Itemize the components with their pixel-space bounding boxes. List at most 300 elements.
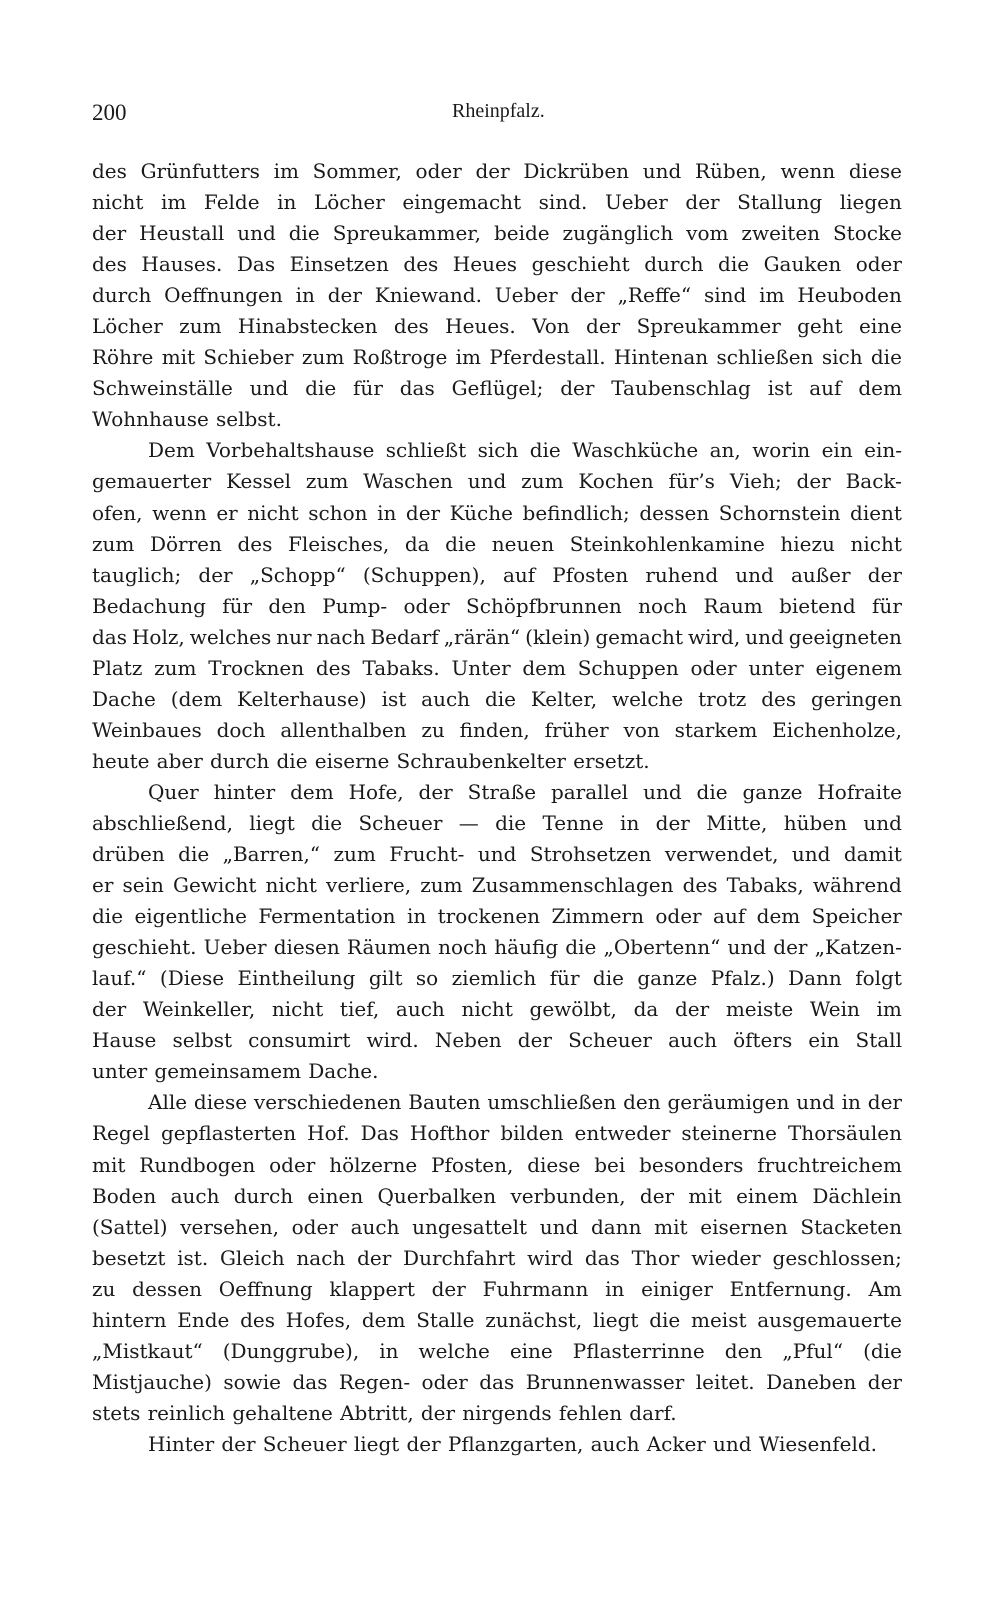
word: und [745, 624, 784, 649]
word: und [642, 159, 682, 183]
word: selbst. [215, 407, 282, 432]
word: Fleisches, [287, 531, 390, 556]
word: des [682, 873, 718, 898]
word: Grünfutters [140, 159, 260, 183]
word: Daneben [766, 1369, 857, 1394]
word: der [674, 997, 710, 1022]
word: bilden [500, 1121, 564, 1146]
word: drüben [92, 842, 165, 867]
word: eingemacht [402, 190, 522, 215]
word: zum [301, 345, 345, 370]
word: geeigneten [788, 624, 902, 649]
word: nirgends [462, 1400, 552, 1425]
word: zum [521, 469, 564, 494]
word: Boden [92, 1183, 157, 1208]
word: eine [859, 314, 902, 339]
word: das [584, 1245, 620, 1270]
text-line [92, 622, 902, 653]
word: des [393, 314, 429, 339]
word: zu [92, 1276, 116, 1301]
word: und [643, 779, 682, 804]
word: und [249, 376, 289, 401]
word: Heuboden [797, 283, 902, 308]
word: und [796, 1090, 835, 1115]
text-line [92, 808, 902, 839]
word: abschließend, [92, 810, 233, 835]
word: zum [92, 531, 135, 556]
word: damit [843, 842, 902, 867]
word: auch [668, 1028, 717, 1053]
word: Wiesenfeld. [758, 1431, 878, 1456]
word: ungesattelt [412, 1214, 528, 1239]
word: die [311, 810, 343, 835]
word: Dem [148, 438, 195, 463]
word: gilt [368, 966, 403, 991]
word: zum [154, 655, 197, 680]
text-line [92, 715, 902, 746]
word: das [92, 624, 127, 649]
word: oder [690, 655, 737, 680]
word: Heustall [139, 221, 225, 246]
word: consumirt [248, 1028, 351, 1053]
word: fehlen [558, 1400, 623, 1425]
word: Das [236, 252, 276, 277]
text-line [92, 963, 902, 994]
word: diese [848, 159, 902, 183]
word: der [867, 1369, 902, 1394]
word: des [92, 252, 127, 277]
paragraph [92, 1429, 902, 1460]
word: auch [395, 997, 445, 1022]
word: zum [333, 842, 376, 867]
word: ganze [742, 779, 803, 804]
word: ist. [177, 1245, 209, 1270]
word: die [696, 779, 728, 804]
word: sowie [223, 1369, 282, 1394]
word: die [92, 904, 124, 929]
word: wird, [687, 624, 741, 649]
paragraph [92, 777, 902, 1087]
word: in [379, 1338, 399, 1363]
word: Waschen [363, 469, 453, 494]
word: Tabaks, [726, 873, 804, 898]
word: welche [611, 686, 684, 711]
word: die [276, 748, 308, 773]
word: in [295, 283, 315, 308]
word: sein [122, 873, 164, 898]
word: unter [92, 1059, 148, 1084]
word: liegt [592, 1307, 639, 1332]
word: gemeinsamem [154, 1059, 302, 1084]
word: Weinkeller, [142, 997, 256, 1022]
word: Ueber [203, 935, 267, 960]
word: meist [691, 1307, 747, 1332]
word: Rüben, [694, 159, 767, 183]
word: Räumen [346, 935, 431, 960]
word: ruhend [645, 562, 719, 587]
text-line [92, 746, 902, 777]
word: verliere, [326, 873, 412, 898]
word: Steinkohlenkamine [569, 531, 765, 556]
word: die [565, 935, 597, 960]
word: aber [156, 748, 203, 773]
word: wird [527, 1245, 574, 1270]
word: zweiten [741, 221, 821, 246]
word: Tabaks. [362, 655, 440, 680]
word: die [495, 810, 527, 835]
word: in [841, 1090, 861, 1115]
text-line [92, 994, 902, 1025]
text-line [92, 1056, 902, 1087]
word: hüben [783, 810, 847, 835]
word: die [178, 842, 210, 867]
word: ein [808, 1028, 840, 1053]
word: dient [850, 500, 902, 525]
word: die [484, 686, 516, 711]
word: wieder [691, 1245, 761, 1270]
word: des [761, 686, 797, 711]
text-line [92, 466, 902, 497]
word: Quer [148, 779, 199, 804]
word: in [605, 1276, 625, 1301]
word: der [867, 562, 902, 587]
word: ganze [637, 966, 698, 991]
word: öfters [733, 1028, 793, 1053]
word: Hinter [148, 1431, 215, 1456]
word: im [455, 345, 482, 370]
word: nach [316, 624, 366, 649]
word: Scheuer [568, 1028, 652, 1053]
word: Küche [449, 500, 513, 525]
text-line [92, 1243, 902, 1274]
word: Raum [703, 593, 763, 618]
word: darf. [629, 1400, 677, 1425]
word: trotz [698, 686, 747, 711]
word: (klein) [525, 624, 591, 649]
word: Taubenschlag [611, 376, 751, 401]
word: zum [179, 314, 222, 339]
word: in [277, 190, 297, 215]
text-line [92, 901, 902, 932]
word: vom [686, 221, 729, 246]
word: Eichenholze, [772, 717, 902, 742]
word: umschließen [487, 1090, 617, 1115]
word: das [399, 376, 435, 401]
word: geschieht. [92, 935, 197, 960]
word: schon [308, 500, 368, 525]
word: der [560, 376, 595, 401]
word: auch [421, 686, 471, 711]
word: durch [233, 1183, 294, 1208]
word: ausgemauerte [757, 1307, 902, 1332]
word: die [718, 252, 750, 277]
word: Regen- [338, 1369, 411, 1394]
word: Brunnenwasser [525, 1369, 685, 1394]
word: der [685, 190, 720, 215]
word: er [92, 873, 114, 898]
word: dessen [132, 1276, 203, 1301]
word: besetzt [92, 1245, 166, 1270]
word: in [620, 810, 640, 835]
word: Zimmern [551, 904, 644, 929]
word: Ueber [604, 190, 668, 215]
word: im [759, 283, 785, 308]
word: Pflasterrinne [572, 1338, 705, 1363]
word: die [529, 438, 561, 463]
text-line [92, 591, 902, 622]
word: Oeffnung [218, 1276, 313, 1301]
text-line [92, 1212, 902, 1243]
word: für [549, 966, 580, 991]
word: der [867, 1090, 902, 1115]
word: Schraubenkelter [396, 748, 566, 773]
word: auch [590, 1431, 640, 1456]
word: Dache [92, 686, 156, 711]
word: Bedarf [370, 624, 439, 649]
word: der [92, 221, 127, 246]
word: „Pful“ [782, 1338, 844, 1363]
text-line [92, 1398, 902, 1429]
word: gemauerter [92, 469, 212, 494]
word: Hofes, [285, 1307, 352, 1332]
word: — [458, 810, 479, 835]
word: bei [594, 1152, 626, 1177]
word: klappert [329, 1276, 415, 1301]
text-line [92, 498, 902, 529]
word: dem [522, 655, 566, 680]
word: (die [863, 1338, 902, 1363]
word: nicht [850, 531, 902, 556]
word: auf [502, 562, 536, 587]
word: gemacht [595, 624, 683, 649]
word: Pump- [322, 593, 388, 618]
word: Kniewand. [374, 283, 482, 308]
word: Spreukammer, [332, 221, 482, 246]
word: sich [477, 438, 519, 463]
word: oder [291, 1214, 338, 1239]
word: Hinabstecken [237, 314, 378, 339]
word: beide [493, 221, 550, 246]
text-line [92, 1025, 902, 1056]
word: Röhre [92, 345, 154, 370]
word: und [735, 562, 774, 587]
word: Unter [451, 655, 511, 680]
word: Dörren [149, 531, 222, 556]
text-line [92, 404, 902, 435]
word: Abtritt, [340, 1400, 414, 1425]
word: dem [361, 1307, 406, 1332]
word: durch [209, 748, 270, 773]
word: und [237, 221, 276, 246]
word: die [445, 531, 477, 556]
word: oder [269, 1152, 316, 1177]
word: ein- [864, 438, 902, 463]
word: häufig [494, 935, 559, 960]
word: Heues. [445, 314, 516, 339]
word: nach [296, 1245, 346, 1270]
word: allenthalben [280, 717, 407, 742]
word: eigenem [815, 655, 902, 680]
text-line [92, 777, 902, 808]
word: starkem [674, 717, 758, 742]
word: Kelterhause) [237, 686, 367, 711]
word: mit [688, 1183, 722, 1208]
text-line [92, 1118, 902, 1149]
word: des [403, 252, 439, 277]
text-line [92, 684, 902, 715]
word: liegt [249, 810, 295, 835]
word: nicht [461, 997, 513, 1022]
word: mit [161, 345, 196, 370]
page-number: 200 [92, 100, 127, 125]
word: und [477, 842, 517, 867]
word: geschlossen; [772, 1245, 902, 1270]
word: auch [170, 1183, 220, 1208]
word: Dächlein [812, 1183, 902, 1208]
word: durch [92, 283, 152, 308]
word: befindlich; [522, 500, 630, 525]
word: entweder [574, 1121, 671, 1146]
word: der [92, 997, 127, 1022]
word: tauglich; [92, 562, 182, 587]
word: Schuppen [577, 655, 679, 680]
word: tief, [339, 997, 380, 1022]
word: welches [189, 624, 272, 649]
word: Am [868, 1276, 902, 1301]
word: Oeffnungen [164, 283, 283, 308]
word: verwendet, [664, 842, 779, 867]
word: leitet. [695, 1369, 755, 1394]
word: oder [403, 593, 450, 618]
word: und [791, 842, 831, 867]
word: hölzerne [329, 1152, 418, 1177]
word: geschieht [531, 252, 630, 277]
word: die [649, 1307, 681, 1332]
word: neuen [491, 531, 555, 556]
word: besonders [639, 1152, 744, 1177]
word: ziemlich [451, 966, 537, 991]
word: Bauten [408, 1090, 481, 1115]
word: Holz, [131, 624, 185, 649]
word: außer [791, 562, 851, 587]
paragraph [92, 156, 902, 435]
word: auch [350, 1214, 400, 1239]
word: Dache. [308, 1059, 379, 1084]
word: des [240, 1307, 276, 1332]
word: während [812, 873, 902, 898]
word: noch [638, 593, 688, 618]
word: das [479, 1369, 515, 1394]
word: worin [752, 438, 811, 463]
word: fruchtreichem [757, 1152, 902, 1177]
word: Scheuer [358, 810, 443, 835]
word: diesen [273, 935, 340, 960]
word: der [639, 1183, 675, 1208]
word: reinlich [147, 1400, 226, 1425]
word: der [586, 314, 621, 339]
word: Vieh; [729, 469, 782, 494]
word: (dem [170, 686, 223, 711]
word: liegt [353, 1431, 400, 1456]
word: ofen, [92, 500, 143, 525]
text-line [92, 342, 902, 373]
word: Platz [92, 655, 143, 680]
word: Von [532, 314, 570, 339]
word: gehaltene [232, 1400, 333, 1425]
word: von [623, 717, 660, 742]
word: nicht [247, 500, 299, 525]
word: mit [654, 1214, 688, 1239]
text-line [92, 187, 902, 218]
text-line [92, 1336, 902, 1367]
word: ein [821, 438, 853, 463]
word: einem [736, 1183, 799, 1208]
word: sind. [538, 190, 588, 215]
text-line [92, 1305, 902, 1336]
word: Schieber [203, 345, 294, 370]
word: durch [644, 252, 704, 277]
word: Weinbaues [92, 717, 202, 742]
word: Dann [788, 966, 842, 991]
word: Ueber [494, 283, 558, 308]
word: Vorbehaltshause [206, 438, 375, 463]
word: welche [418, 1338, 490, 1363]
word: Querbalken [377, 1183, 497, 1208]
word: (Diese [159, 966, 225, 991]
word: Mitte, [706, 810, 768, 835]
word: Strohsetzen [529, 842, 652, 867]
word: für [222, 593, 253, 618]
word: der [405, 500, 441, 525]
text-line [92, 311, 902, 342]
text-line [92, 529, 902, 560]
word: zu [421, 717, 445, 742]
word: Trocknen [208, 655, 305, 680]
word: oder [655, 904, 702, 929]
word: Fuhrmann [482, 1276, 589, 1301]
word: wird. [366, 1028, 419, 1053]
word: den [724, 1338, 763, 1363]
word: Tenne [542, 810, 604, 835]
word: ist [767, 376, 793, 401]
word: verschiedenen [253, 1090, 402, 1115]
word: der [655, 810, 690, 835]
word: Hauses. [141, 252, 223, 277]
word: Bedachung [92, 593, 206, 618]
word: Zusammenschlagen [471, 873, 674, 898]
word: finden, [459, 717, 530, 742]
word: Rundbogen [139, 1152, 256, 1177]
word: der [327, 283, 362, 308]
word: er [216, 500, 238, 525]
word: und [713, 1431, 752, 1456]
word: bietend [779, 593, 856, 618]
running-head: Rheinpfalz. [452, 100, 545, 122]
text-line [92, 1429, 902, 1460]
word: Regel [92, 1121, 150, 1146]
word: folgt [855, 966, 902, 991]
word: Geflügel; [451, 376, 544, 401]
word: zunächst, [485, 1307, 583, 1332]
text-line [92, 373, 902, 404]
word: Heues [452, 252, 518, 277]
word: Hofe, [348, 779, 404, 804]
word: der [420, 1400, 456, 1425]
word: Gauken [763, 252, 842, 277]
word: da [404, 531, 430, 556]
text-line [92, 1367, 902, 1398]
text-line [92, 1150, 902, 1181]
